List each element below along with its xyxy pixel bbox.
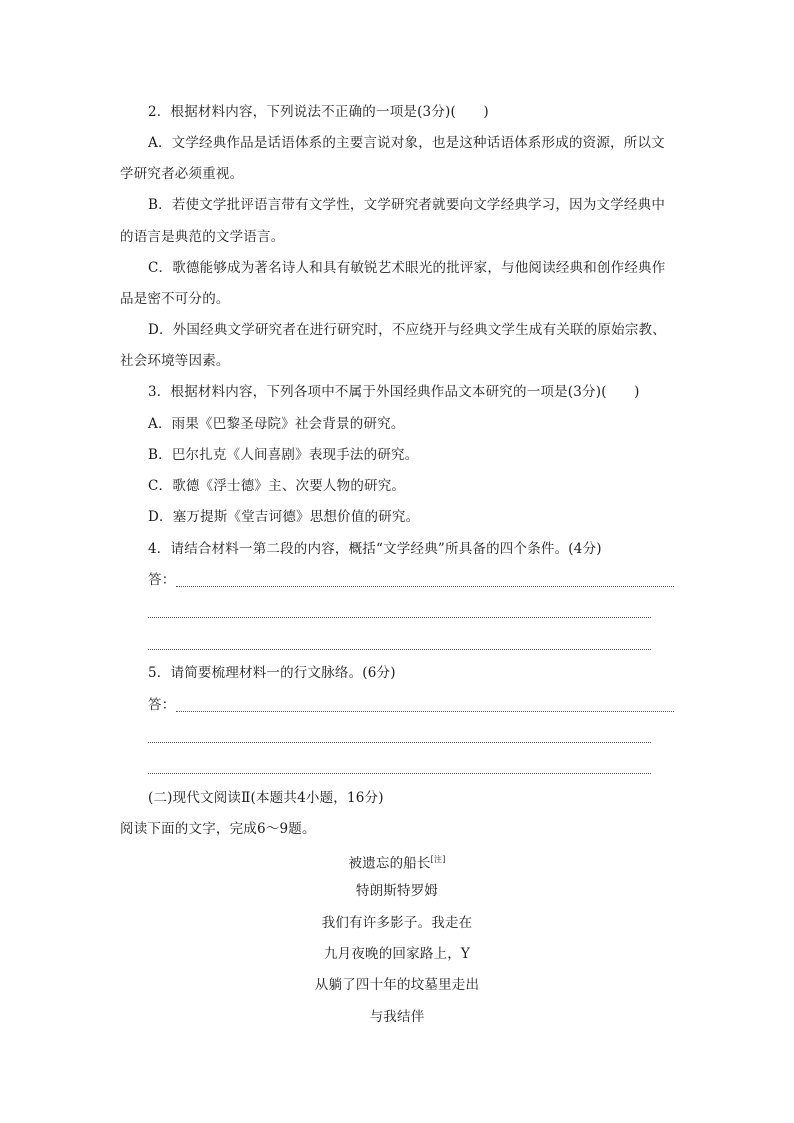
q2-option-c: C．歌德能够成为著名诗人和具有敏锐艺术眼光的批评家，与他阅读经典和创作经典作 bbox=[148, 260, 666, 276]
q2-option-b-cont: 的语言是典范的文学语言。 bbox=[120, 229, 285, 245]
poem-title-note: [注] bbox=[430, 855, 446, 864]
poem-line-4: 与我结伴 bbox=[369, 1009, 425, 1025]
q5-answer-line-1[interactable] bbox=[176, 711, 674, 712]
poem-line-3: 从躺了四十年的坟墓里走出 bbox=[314, 977, 480, 993]
q4-stem: 4．请结合材料一第二段的内容，概括“文学经典”所具备的四个条件。(4分) bbox=[148, 541, 602, 557]
poem-author: 特朗斯特罗姆 bbox=[355, 883, 439, 899]
q4-answer-line-2[interactable] bbox=[148, 617, 651, 618]
q2-stem: 2．根据材料内容，下列说法不正确的一项是(3分)( ) bbox=[148, 104, 489, 120]
q4-answer-line-3[interactable] bbox=[148, 649, 651, 650]
q2-option-a: A．文学经典作品是话语体系的主要言说对象，也是这种话语体系形成的资源，所以文 bbox=[148, 135, 665, 151]
q4-answer-label: 答： bbox=[148, 572, 176, 588]
q2-option-a-cont: 学研究者必须重视。 bbox=[120, 166, 244, 182]
section2-heading: (二)现代文阅读Ⅱ(本题共4小题，16分) bbox=[148, 790, 384, 806]
q4-answer-line-1[interactable] bbox=[176, 586, 674, 587]
q3-option-a: A．雨果《巴黎圣母院》社会背景的研究。 bbox=[148, 416, 405, 432]
q2-option-d: D．外国经典文学研究者在进行研究时，不应绕开与经典文学生成有关联的原始宗教、 bbox=[148, 322, 666, 338]
q2-option-b: B．若使文学批评语言带有文学性，文学研究者就要向文学经典学习，因为文学经典中 bbox=[148, 197, 666, 213]
poem-title bbox=[0, 851, 794, 873]
q3-stem: 3．根据材料内容，下列各项中不属于外国经典作品文本研究的一项是(3分)( ) bbox=[148, 384, 640, 400]
q5-answer-line-2[interactable] bbox=[148, 742, 651, 743]
q3-option-b: B．巴尔扎克《人间喜剧》表现手法的研究。 bbox=[148, 447, 419, 463]
poem-line-2: 九月夜晚的回家路上，Y bbox=[323, 946, 471, 962]
poem-line-1: 我们有许多影子。我走在 bbox=[321, 915, 473, 931]
q5-answer-label: 答： bbox=[148, 697, 176, 713]
q2-option-d-cont: 社会环境等因素。 bbox=[120, 353, 230, 369]
q3-option-c: C．歌德《浮士德》主、次要人物的研究。 bbox=[148, 478, 406, 494]
q2-option-c-cont: 品是密不可分的。 bbox=[120, 291, 230, 307]
poem-title-text: 被遗忘的船长 bbox=[348, 855, 431, 872]
section2-instruction: 阅读下面的文字，完成6～9题。 bbox=[120, 821, 316, 837]
q5-answer-line-3[interactable] bbox=[148, 773, 651, 774]
q3-option-d: D．塞万提斯《堂吉诃德》思想价值的研究。 bbox=[148, 509, 420, 525]
q5-stem: 5．请简要梳理材料一的行文脉络。(6分) bbox=[148, 665, 396, 681]
